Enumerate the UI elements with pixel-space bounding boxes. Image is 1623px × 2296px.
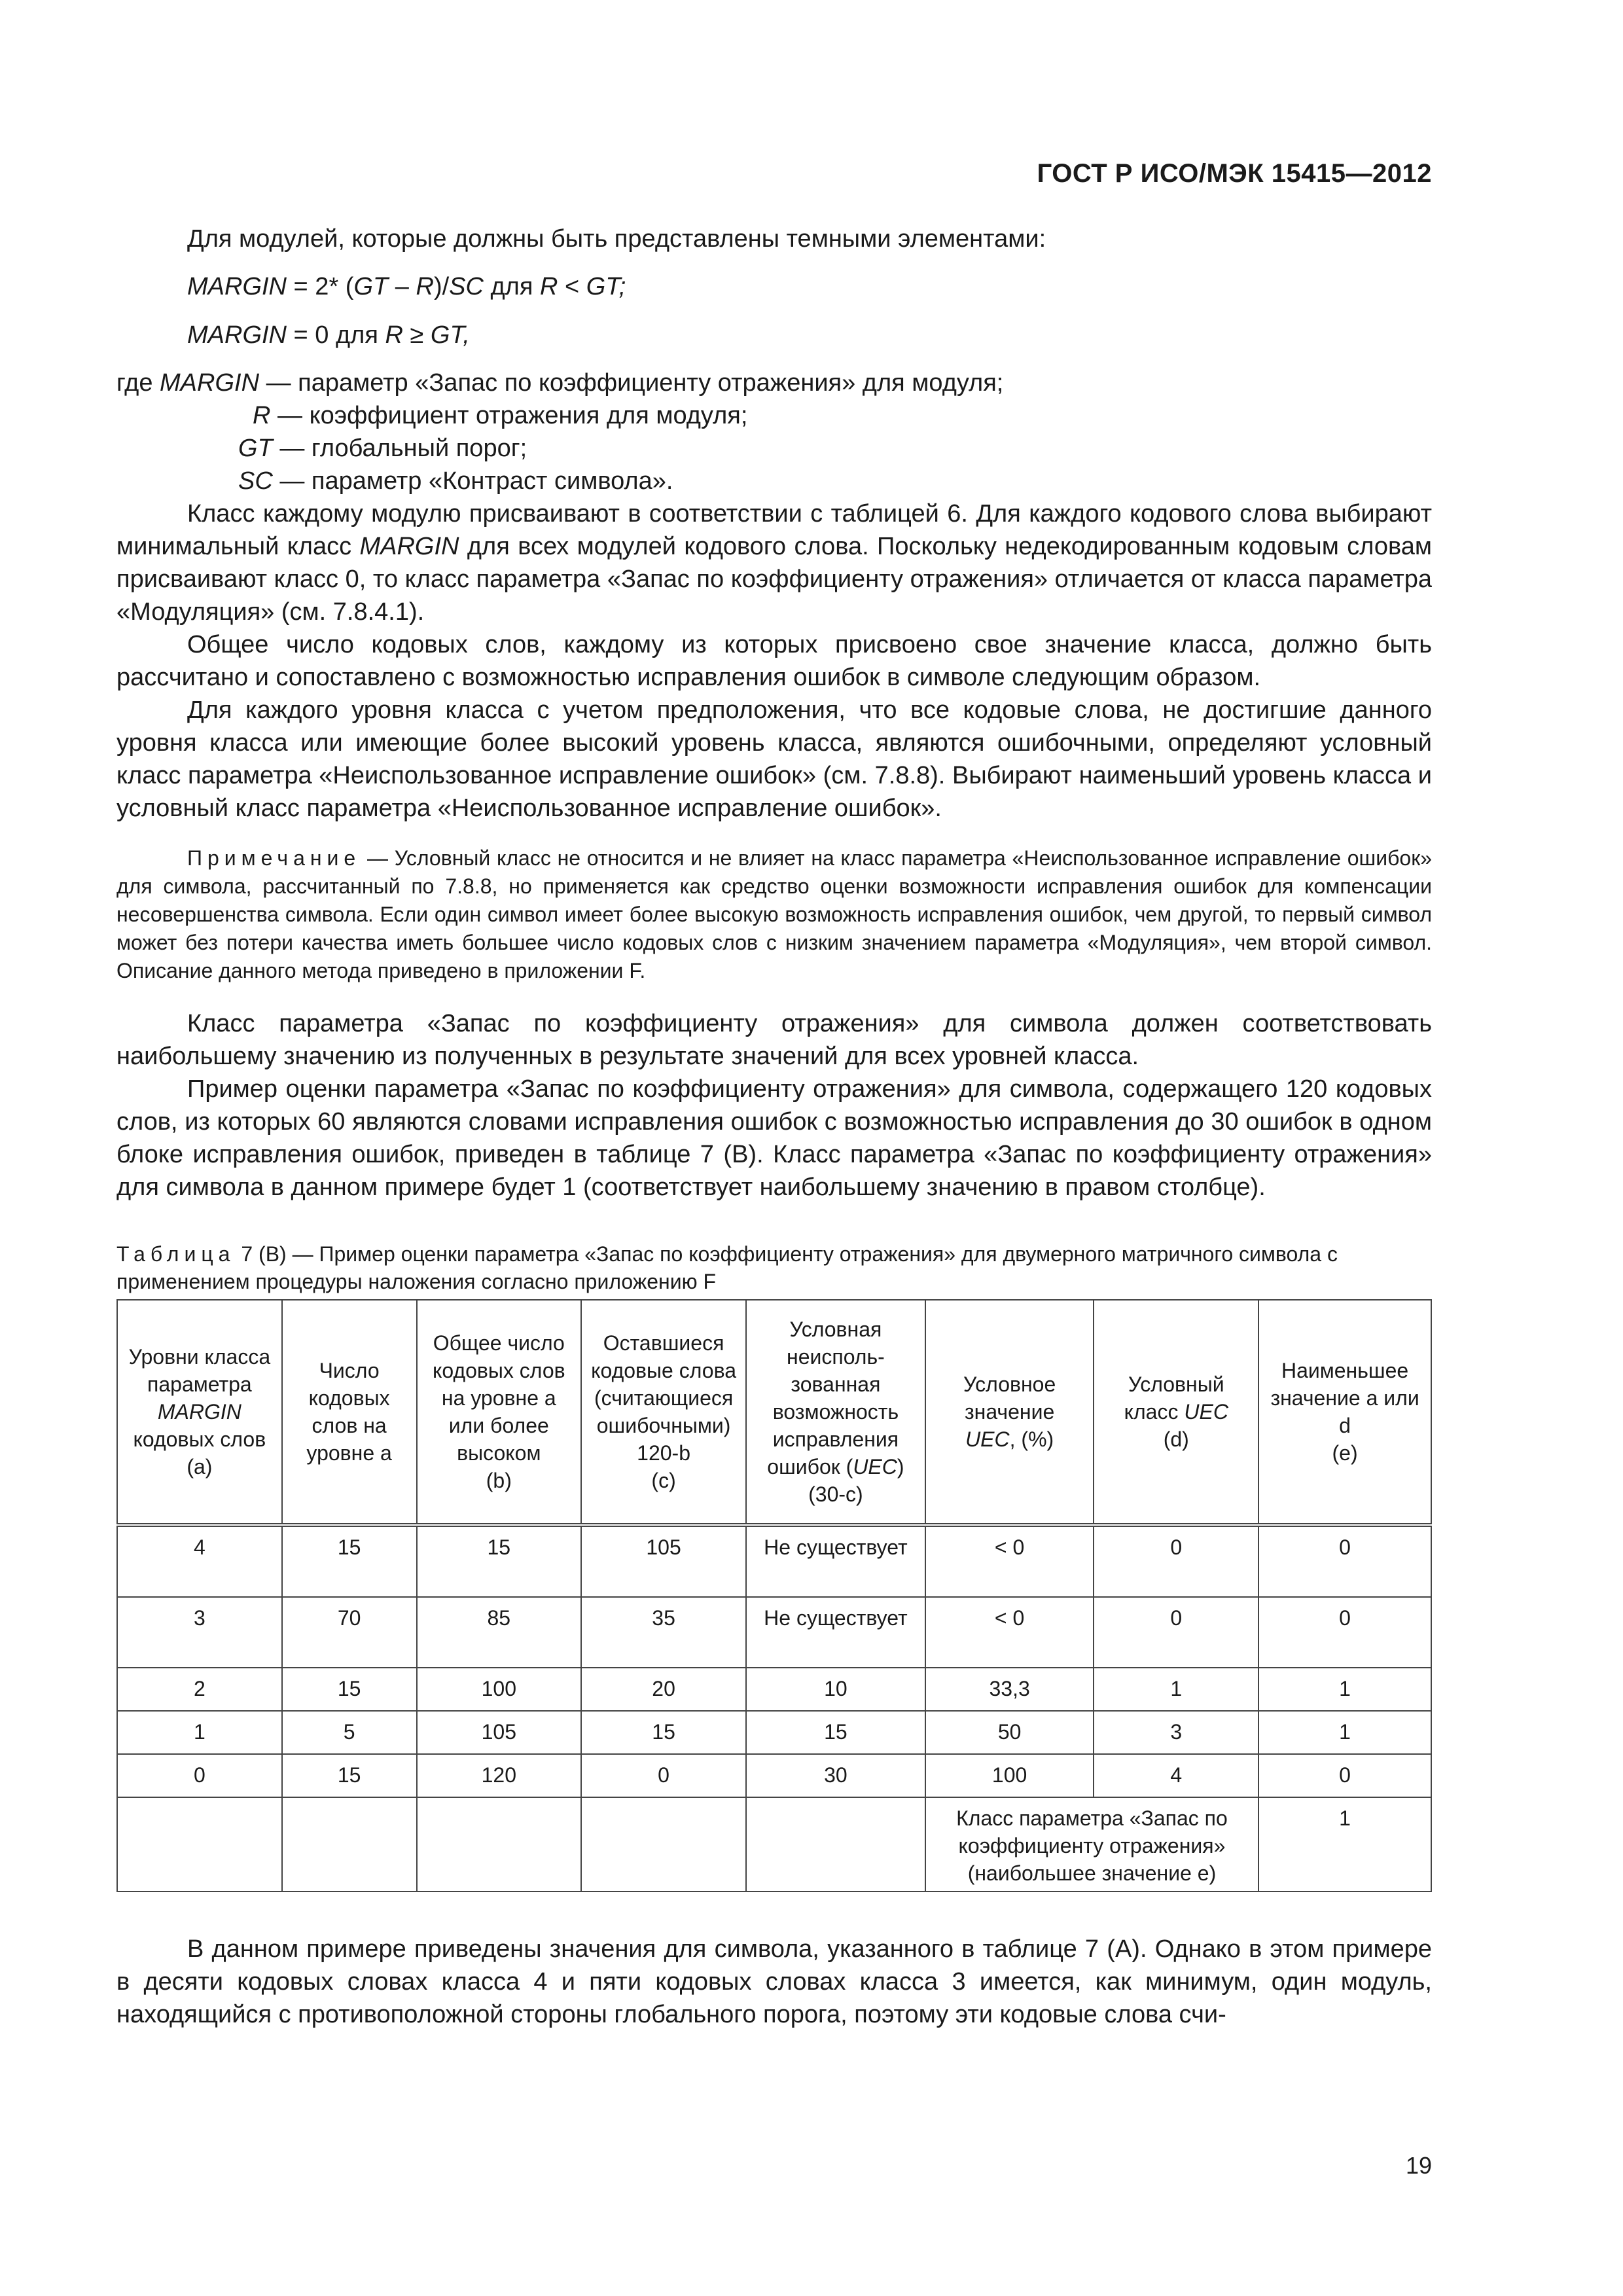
cell: < 0: [925, 1525, 1094, 1597]
where-sc: SC — параметр «Контраст символа».: [238, 467, 673, 495]
col-header-uec-grade: Условный класс UEC (d): [1094, 1300, 1258, 1525]
cell: 0: [1094, 1597, 1258, 1668]
formula-margin-zero: MARGIN = 0 для R ≥ GT,: [187, 321, 470, 349]
cell: [117, 1797, 282, 1892]
paragraph-symbol-grade: Класс параметра «Запас по коэффициенту отражения» для символа должен соответствовать наибольшему значению из полученных в результате значений для всех уровней класса.: [116, 1010, 1432, 1070]
table-row: [117, 1597, 1431, 1668]
cell: 100: [925, 1754, 1094, 1797]
col-header-uec-percent: Условное значение UEC, (%): [925, 1300, 1094, 1525]
table-row: [117, 1754, 1431, 1797]
col-header-codewords-at-level: Число кодовых слов на уровне а: [282, 1300, 417, 1525]
col-header-remaining-codewords: Оставшиеся кодовые слова (считающиеся ошибочными) 120-b (c): [581, 1300, 746, 1525]
cell: 15: [282, 1754, 417, 1797]
cell: 3: [117, 1597, 282, 1668]
paragraph-total-codewords: Общее число кодовых слов, каждому из которых присвоено свое значение класса, должно быть рассчитано и сопоставлено с возможностью исправления ошибок в символе следующим образом.: [116, 631, 1432, 691]
cell: 1: [1094, 1668, 1258, 1711]
cell: 3: [1094, 1711, 1258, 1754]
cell: 15: [417, 1525, 582, 1597]
cell: 1: [1258, 1668, 1431, 1711]
paragraph-example: Пример оценки параметра «Запас по коэффициенту отражения» для символа, содержащего 120 кодовых слов, из которых 60 являются словами исправления ошибок с возможностью исправления до 30 ошибок в одном блоке исправления ошибок, приведен в таблице 7 (В). Класс параметра «Запас по коэффициенту отражения» для символа в данном примере будет 1 (соответствует наибольшему значению в правом столбце).: [116, 1075, 1432, 1201]
cell: [746, 1797, 925, 1892]
cell: [282, 1797, 417, 1892]
cell: 100: [417, 1668, 582, 1711]
cell: 4: [1094, 1754, 1258, 1797]
cell: 1: [1258, 1711, 1431, 1754]
table-row: [117, 1711, 1431, 1754]
cell: 33,3: [925, 1668, 1094, 1711]
cell: 15: [282, 1668, 417, 1711]
cell: 5: [282, 1711, 417, 1754]
col-header-total-codewords: Общее число кодовых слов на уровне а или более высоком (b): [417, 1300, 582, 1525]
paragraph-grade-levels: Для каждого уровня класса с учетом предположения, что все кодовые слова, не достигшие данного уровня класса или имеющие более высокий уровень класса, являются ошибочными, определяют условный класс параметра «Неиспользованное исправление ошибок» (см. 7.8.8). Выбирают наименьший уровень класса и условный класс параметра «Неиспользованное исправление ошибок».: [116, 696, 1432, 822]
table-row: [117, 1525, 1431, 1597]
col-header-grade-level: Уровни класса параметра MARGIN кодовых слов (a): [117, 1300, 282, 1525]
cell: Не существует: [746, 1525, 925, 1597]
paragraph-example-note: В данном примере приведены значения для символа, указанного в таблице 7 (А). Однако в этом примере в десяти кодовых словах класса 4 и пяти кодовых словах класса 3 имеется, как минимум, один модуль, находящийся с противоположной стороны глобального порога, поэтому эти кодовые слова счи-: [116, 1935, 1432, 2028]
where-r: R — коэффициент отражения для модуля;: [253, 402, 748, 429]
cell: Не существует: [746, 1597, 925, 1668]
table-header-row: [117, 1300, 1431, 1525]
col-header-notional-uec: Условная неисполь-зованная возможность исправления ошибок (UEC) (30-c): [746, 1300, 925, 1525]
cell: 50: [925, 1711, 1094, 1754]
cell: < 0: [925, 1597, 1094, 1668]
document-header: ГОСТ Р ИСО/МЭК 15415—2012: [1037, 159, 1432, 188]
cell: 4: [117, 1525, 282, 1597]
cell: 1: [117, 1711, 282, 1754]
note-label: Примечание: [187, 846, 361, 870]
cell: 0: [117, 1754, 282, 1797]
where-gt: GT — глобальный порог;: [238, 435, 527, 462]
cell: 15: [282, 1525, 417, 1597]
cell: 120: [417, 1754, 582, 1797]
page-body: [116, 223, 1432, 2031]
cell: 0: [581, 1754, 746, 1797]
summary-label: Класс параметра «Запас по коэффициенту отражения» (наибольшее значение e): [925, 1797, 1258, 1892]
col-header-lowest-value: Наименьшее значение а или d (e): [1258, 1300, 1431, 1525]
cell: 105: [581, 1525, 746, 1597]
note: Примечание — Условный класс не относится и не влияет на класс параметра «Неиспользованное исправление ошибок» для символа, рассчитанный по 7.8.8, но применяется как средство оценки возможности исправления ошибок для компенсации несовершенства символа. Если один символ имеет более высокую возможность исправления ошибок, чем другой, то первый символ может без потери качества иметь большее число кодовых слов с низким значением параметра «Модуляция», чем второй символ. Описание данного метода приведено в приложении F.: [116, 846, 1432, 982]
cell: 85: [417, 1597, 582, 1668]
where-margin: где MARGIN — параметр «Запас по коэффициенту отражения» для модуля;: [116, 369, 1004, 397]
margin-table: [116, 1299, 1432, 1892]
cell: 20: [581, 1668, 746, 1711]
summary-value: 1: [1258, 1797, 1431, 1892]
cell: 10: [746, 1668, 925, 1711]
table-summary-row: [117, 1797, 1431, 1892]
cell: 30: [746, 1754, 925, 1797]
cell: 0: [1258, 1525, 1431, 1597]
cell: 35: [581, 1597, 746, 1668]
cell: [417, 1797, 582, 1892]
cell: 105: [417, 1711, 582, 1754]
cell: 15: [746, 1711, 925, 1754]
cell: 0: [1258, 1597, 1431, 1668]
formula-margin-dark: MARGIN = 2* (GT – R)/SC для R < GT;: [187, 273, 626, 300]
page-number: 19: [1405, 2152, 1432, 2179]
cell: 0: [1258, 1754, 1431, 1797]
cell: 70: [282, 1597, 417, 1668]
cell: 15: [581, 1711, 746, 1754]
table-row: [117, 1668, 1431, 1711]
cell: [581, 1797, 746, 1892]
paragraph-class-assign: Класс каждому модулю присваивают в соответствии с таблицей 6. Для каждого кодового слова выбирают минимальный класс MARGIN для всех модулей кодового слова. Поскольку недекодированным кодовым словам присваивают класс 0, то класс параметра «Запас по коэффициенту отражения» отличается от класса параметра «Модуляция» (см. 7.8.4.1).: [116, 500, 1432, 626]
intro-text: Для модулей, которые должны быть представлены темными элементами:: [187, 225, 1046, 253]
cell: 2: [117, 1668, 282, 1711]
cell: 0: [1094, 1525, 1258, 1597]
table-caption: Таблица 7 (В) — Пример оценки параметра «Запас по коэффициенту отражения» для двумерного матричного символа с применением процедуры наложения согласно приложению F: [116, 1242, 1338, 1293]
